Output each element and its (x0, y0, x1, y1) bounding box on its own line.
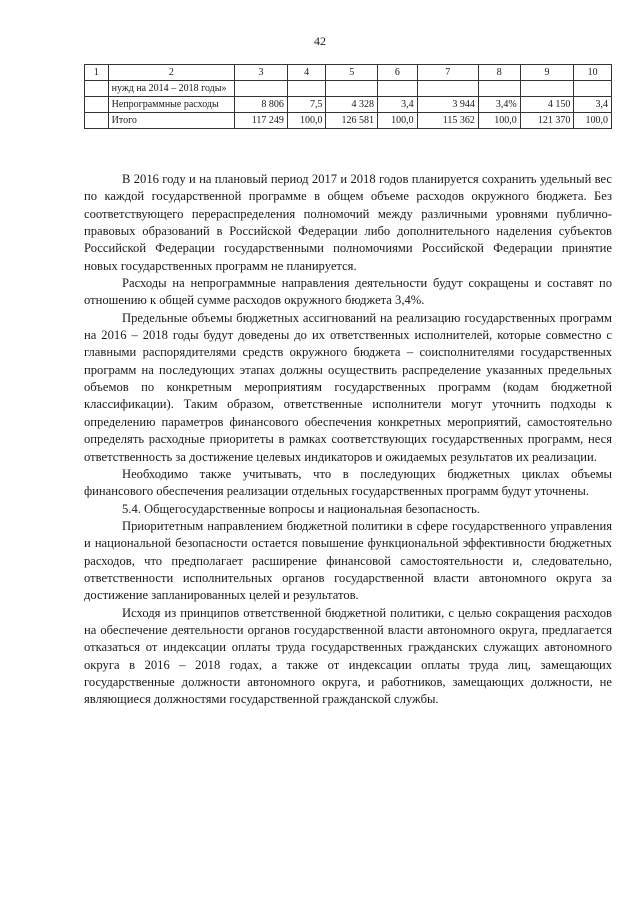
table-cell: 8 806 (235, 97, 288, 113)
page-number: 42 (314, 34, 326, 48)
table-cell: 100,0 (574, 113, 612, 129)
header-cell: 6 (377, 65, 417, 81)
table-cell: 3,4% (478, 97, 520, 113)
header-cell: 3 (235, 65, 288, 81)
paragraph: Необходимо также учитывать, что в последующих бюджетных циклах объемы финансового обеспечения реализации отдельных государственных программ будут уточнены. (84, 466, 612, 499)
section-heading: 5.4. Общегосударственные вопросы и национальная безопасность. (122, 501, 480, 516)
document-body (84, 171, 612, 709)
table-cell: 126 581 (326, 113, 378, 129)
table-cell (85, 113, 109, 129)
paragraph: Приоритетным направлением бюджетной политики в сфере государственного управления и национальной безопасности остается повышение функциональной эффективности бюджетных расходов, что предполагает расширение финансовой самостоятельности и, следовательно, ответственности исполнительных органов государственной власти автономного округа за достижение запланированных целей и результатов. (84, 518, 612, 603)
table-row (85, 113, 612, 129)
table-cell: 100,0 (377, 113, 417, 129)
table-cell: 100,0 (287, 113, 326, 129)
header-cell: 9 (520, 65, 574, 81)
table-cell (85, 97, 109, 113)
table-cell: 121 370 (520, 113, 574, 129)
table-cell: 100,0 (478, 113, 520, 129)
paragraph: Исходя из принципов ответственной бюджетной политики, с целью сокращения расходов на обеспечение деятельности органов государственной власти автономного округа, предлагается отказаться от индексации оплаты труда государственных гражданских служащих автономного округа в 2016 – 2018 годах, а также от индексации оплаты труда лиц, замещающих государственные должности автономного округа, и работников, замещающих должности, не являющиеся должностями государственной гражданской службы. (84, 605, 612, 707)
table-cell (520, 81, 574, 97)
table-cell: 117 249 (235, 113, 288, 129)
table-cell (326, 81, 378, 97)
header-cell: 4 (287, 65, 326, 81)
paragraph: Предельные объемы бюджетных ассигнований на реализацию государственных программ на 2016 – 2018 годы будут доведены до их ответственных исполнителей, которые совместно с главными распорядителями средств окружного бюджета – соисполнителями государственных программ на последующих этапах должны осуществить распределение указанных предельных объемов по конкретным мероприятиям государственных программ (кодам бюджетной классификации). Таким образом, ответственные исполнители могут уточнить подходы к определению параметров финансового обеспечения конкретных мероприятий, самостоятельно определять расходные приоритеты в рамках соответствующих государственных программ, неся ответственность за достижение целевых индикаторов и ожидаемых результатов их реализации. (84, 310, 612, 464)
table-row (85, 97, 612, 113)
table-cell: 3 944 (417, 97, 478, 113)
paragraph: Расходы на непрограммные направления деятельности будут сокращены и составят по отношению к общей сумме расходов окружного бюджета 3,4%. (84, 276, 612, 308)
table-cell: Итого (108, 113, 235, 129)
table-row (85, 81, 612, 97)
table-cell: 4 328 (326, 97, 378, 113)
table-cell: 3,4 (574, 97, 612, 113)
table-cell: нужд на 2014 – 2018 годы» (108, 81, 235, 97)
header-cell: 8 (478, 65, 520, 81)
paragraph: В 2016 году и на плановый период 2017 и 2018 годов планируется сохранить удельный вес по каждой государственной программе в общем объеме расходов окружного бюджета. Без соответствующего перераспределения полномочий между различными уровнями публично-правовых образований в Российской Федерации либо дополнительного наделения субъектов Российской Федерации государственными полномочиями Российской Федерации принятие новых государственных программ не планируется. (84, 172, 612, 273)
table-cell: 3,4 (377, 97, 417, 113)
table-header-row (85, 65, 612, 81)
header-cell: 2 (108, 65, 235, 81)
table-cell (377, 81, 417, 97)
budget-table (84, 64, 612, 129)
table-cell: 7,5 (287, 97, 326, 113)
table-cell (235, 81, 288, 97)
header-cell: 10 (574, 65, 612, 81)
table-cell: 4 150 (520, 97, 574, 113)
table-cell (417, 81, 478, 97)
table-cell (478, 81, 520, 97)
header-cell: 7 (417, 65, 478, 81)
table-cell (574, 81, 612, 97)
table-cell: 115 362 (417, 113, 478, 129)
table-cell (85, 81, 109, 97)
table-cell (287, 81, 326, 97)
header-cell: 1 (85, 65, 109, 81)
header-cell: 5 (326, 65, 378, 81)
table-cell: Непрограммные расходы (108, 97, 235, 113)
